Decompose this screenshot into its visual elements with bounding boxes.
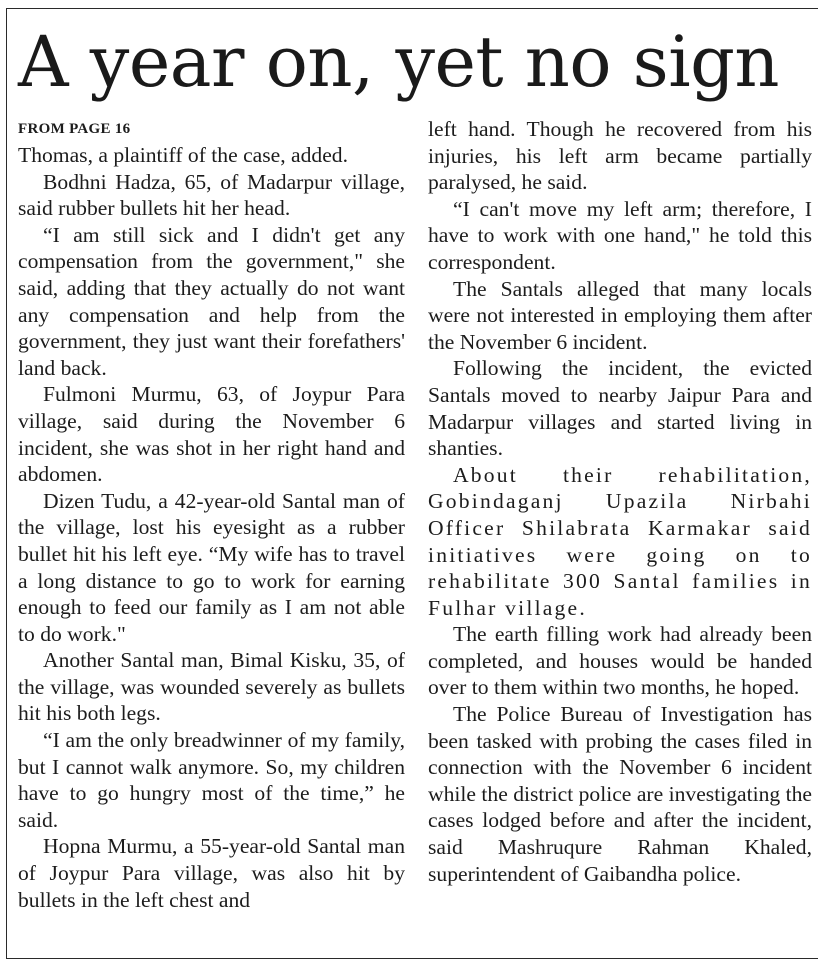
headline: A year on, yet no sign: [18, 21, 779, 103]
paragraph: Fulmoni Murmu, 63, of Joypur Para village, said during the November 6 incident, she was shot in her right hand and abdomen.: [18, 382, 405, 487]
paragraph: Bodhni Hadza, 65, of Madarpur village, said rubber bullets hit her head.: [18, 169, 405, 221]
paragraph: “I am still sick and I didn't get any compensation from the government," she said, adding that they actually do not want any compensation and help from the government, they just want their forefathers' land back.: [18, 222, 405, 380]
paragraph: The earth filling work had already been completed, and houses would be handed over to them within two months, he hoped.: [428, 622, 812, 700]
left-rule: [6, 8, 7, 958]
continuation-kicker: FROM PAGE 16: [18, 121, 131, 137]
paragraph: Following the incident, the evicted Santals moved to nearby Jaipur Para and Madarpur villages and started living in shanties.: [428, 356, 812, 461]
paragraph: left hand. Though he recovered from his injuries, his left arm became partially paralysed, he said.: [428, 117, 812, 195]
article-column-left: [18, 116, 405, 913]
paragraph: “I can't move my left arm; therefore, I have to work with one hand," he told this correspondent.: [428, 196, 812, 274]
top-rule: [6, 8, 818, 9]
paragraph: The Police Bureau of Investigation has been tasked with probing the cases filed in connection with the November 6 incident while the district police are investigating the cases lodged before and after the incident, said Mashruqure Rahman Khaled, superintendent of Gaibandha police.: [428, 702, 812, 886]
paragraph: “I am the only breadwinner of my family, but I cannot walk anymore. So, my children have to go hungry most of the time,” he said.: [18, 728, 405, 832]
paragraph: Hopna Murmu, a 55-year-old Santal man of Joypur Para village, was also hit by bullets in the left chest and: [18, 834, 405, 912]
paragraph: The Santals alleged that many locals were not interested in employing them after the November 6 incident.: [428, 276, 812, 354]
paragraph: Thomas, a plaintiff of the case, added.: [18, 143, 348, 167]
bottom-rule: [6, 958, 818, 959]
paragraph: Dizen Tudu, a 42-year-old Santal man of the village, lost his eyesight as a rubber bullet hit his left eye. “My wife has to travel a long distance to go to work for earning enough to feed our family as I am not able to do work.": [18, 488, 405, 646]
article-column-right: [428, 116, 812, 887]
paragraph: Another Santal man, Bimal Kisku, 35, of the village, was wounded severely as bullets hit his both legs.: [18, 648, 405, 726]
paragraph: About their rehabilitation, Gobindaganj Upazila Nirbahi Officer Shilabrata Karmakar said initiatives were going on to rehabilitate 300 Santal families in Fulhar village.: [428, 462, 812, 620]
